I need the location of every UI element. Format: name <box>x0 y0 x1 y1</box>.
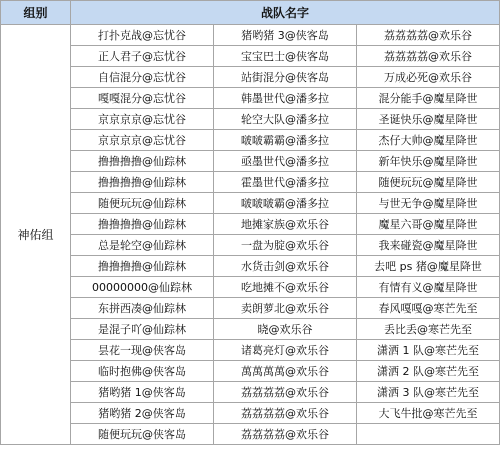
team-name-cell: 晓@欢乐谷 <box>214 319 357 340</box>
team-name-cell: 潇洒 2 队@寒芒先至 <box>357 361 500 382</box>
team-name-cell: 丢比丢@寒芒先至 <box>357 319 500 340</box>
table-row <box>1 88 500 109</box>
team-name-cell: 啵啵啵霸@潘多拉 <box>214 193 357 214</box>
group-column-header: 组别 <box>1 1 71 25</box>
group-name-cell: 神佑组 <box>1 25 71 445</box>
table-row <box>1 46 500 67</box>
team-name-cell: 荔荔荔荔@欢乐谷 <box>214 403 357 424</box>
team-name-cell: 正人君子@忘忧谷 <box>71 46 214 67</box>
team-name-cell: 撸撸撸撸@仙踪林 <box>71 151 214 172</box>
table-row <box>1 277 500 298</box>
team-name-cell: 啵啵霸霸@潘多拉 <box>214 130 357 151</box>
team-name-cell: 水货击剑@欢乐谷 <box>214 256 357 277</box>
table-row <box>1 25 500 46</box>
team-name-cell: 站街混分@侠客岛 <box>214 67 357 88</box>
team-name-cell: 是混子吖@仙踪林 <box>71 319 214 340</box>
table-row <box>1 382 500 403</box>
table-row <box>1 109 500 130</box>
team-name-cell: 吃地摊不@欢乐谷 <box>214 277 357 298</box>
teams-column-header: 战队名字 <box>71 1 500 25</box>
table-row <box>1 151 500 172</box>
team-name-cell: 随便玩玩@侠客岛 <box>71 424 214 445</box>
team-name-cell: 猪哟猪 3@侠客岛 <box>214 25 357 46</box>
team-name-cell: 宝宝巴士@侠客岛 <box>214 46 357 67</box>
team-name-cell: 圣诞快乐@魔星降世 <box>357 109 500 130</box>
table-row <box>1 361 500 382</box>
team-name-cell: 昙花一现@侠客岛 <box>71 340 214 361</box>
team-name-cell: 荔荔荔荔@欢乐谷 <box>214 382 357 403</box>
team-name-cell: 春风嘎嘎@寒芒先至 <box>357 298 500 319</box>
team-name-cell: 新年快乐@魔星降世 <box>357 151 500 172</box>
team-name-cell: 潇洒 1 队@寒芒先至 <box>357 340 500 361</box>
team-name-cell: 自信混分@忘忧谷 <box>71 67 214 88</box>
team-name-cell: 轮空大队@潘多拉 <box>214 109 357 130</box>
team-name-cell: 撸撸撸撸@仙踪林 <box>71 214 214 235</box>
table-row <box>1 67 500 88</box>
team-name-cell: 与世无争@魔星降世 <box>357 193 500 214</box>
team-name-cell: 霍墨世代@潘多拉 <box>214 172 357 193</box>
team-name-cell: 随便玩玩@仙踪林 <box>71 193 214 214</box>
table-row <box>1 298 500 319</box>
team-name-cell: 撸撸撸撸@仙踪林 <box>71 172 214 193</box>
table-row <box>1 256 500 277</box>
table-row <box>1 403 500 424</box>
team-name-cell: 潇洒 3 队@寒芒先至 <box>357 382 500 403</box>
team-name-cell: 荔荔荔荔@欢乐谷 <box>214 424 357 445</box>
team-name-cell: 诸葛亮灯@欢乐谷 <box>214 340 357 361</box>
roster-body <box>1 25 500 445</box>
table-row <box>1 130 500 151</box>
table-row <box>1 193 500 214</box>
team-name-cell: 东拼西凑@仙踪林 <box>71 298 214 319</box>
table-row <box>1 319 500 340</box>
team-name-cell: 00000000@仙踪林 <box>71 277 214 298</box>
team-name-cell <box>357 424 500 445</box>
table-row <box>1 340 500 361</box>
team-name-cell: 魔星六哥@魔星降世 <box>357 214 500 235</box>
team-name-cell: 总是轮空@仙踪林 <box>71 235 214 256</box>
team-name-cell: 荔荔荔荔@欢乐谷 <box>357 46 500 67</box>
table-row <box>1 235 500 256</box>
header-row <box>1 1 500 25</box>
team-name-cell: 去吧 ps 猪@魔星降世 <box>357 256 500 277</box>
team-name-cell: 京京京京@忘忧谷 <box>71 130 214 151</box>
team-name-cell: 随便玩玩@魔星降世 <box>357 172 500 193</box>
team-name-cell: 猪哟猪 1@侠客岛 <box>71 382 214 403</box>
team-name-cell: 猪哟猪 2@侠客岛 <box>71 403 214 424</box>
team-name-cell: 混分能手@魔星降世 <box>357 88 500 109</box>
team-name-cell: 嘎嘎混分@忘忧谷 <box>71 88 214 109</box>
team-name-cell: 临时抱佛@侠客岛 <box>71 361 214 382</box>
team-name-cell: 打扑克战@忘忧谷 <box>71 25 214 46</box>
team-name-cell: 万成必死@欢乐谷 <box>357 67 500 88</box>
table-row <box>1 214 500 235</box>
team-name-cell: 荔荔荔荔@欢乐谷 <box>357 25 500 46</box>
table-row <box>1 424 500 445</box>
team-name-cell: 卖朗萝北@欢乐谷 <box>214 298 357 319</box>
team-name-cell: 亟墨世代@潘多拉 <box>214 151 357 172</box>
team-name-cell: 大飞牛批@寒芒先至 <box>357 403 500 424</box>
team-name-cell: 地摊家族@欢乐谷 <box>214 214 357 235</box>
team-name-cell: 韩墨世代@潘多拉 <box>214 88 357 109</box>
team-name-cell: 杰仔大帅@魔星降世 <box>357 130 500 151</box>
team-name-cell: 萬萬萬萬@欢乐谷 <box>214 361 357 382</box>
team-name-cell: 有情有义@魔星降世 <box>357 277 500 298</box>
table-row <box>1 172 500 193</box>
team-name-cell: 一盘为腚@欢乐谷 <box>214 235 357 256</box>
team-name-cell: 京京京京@忘忧谷 <box>71 109 214 130</box>
team-name-cell: 我来碰瓷@魔星降世 <box>357 235 500 256</box>
team-name-cell: 撸撸撸撸@仙踪林 <box>71 256 214 277</box>
